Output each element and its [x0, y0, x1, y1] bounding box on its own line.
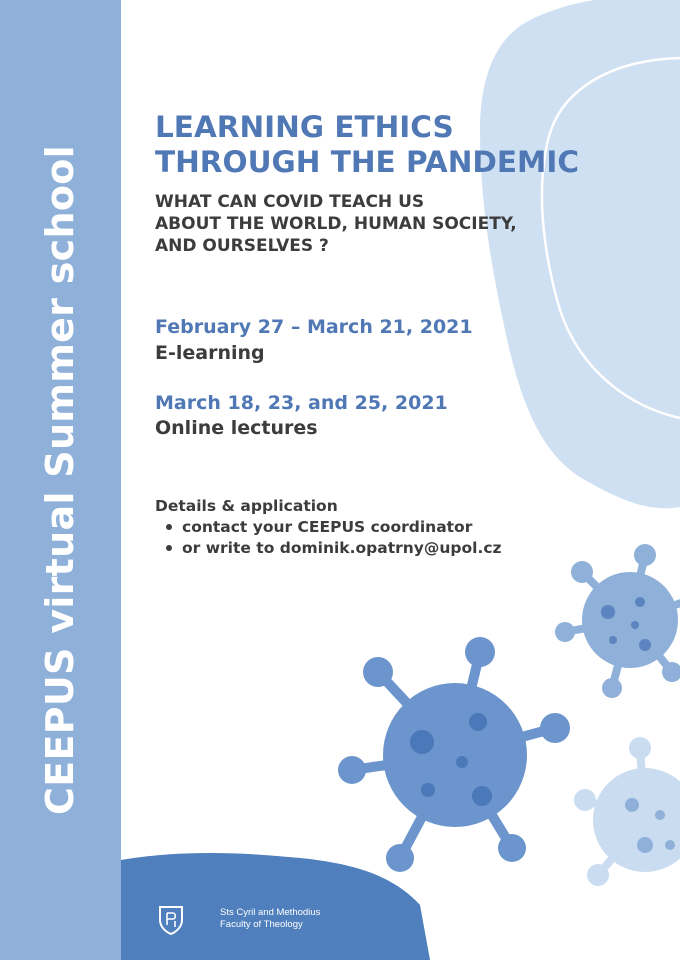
- title-line: LEARNING ETHICS: [155, 110, 454, 144]
- list-item-text: contact your CEEPUS coordinator: [182, 518, 473, 536]
- event-date: February 27 – March 21, 2021: [155, 316, 473, 338]
- event-label: Online lectures: [155, 417, 318, 439]
- list-item: [166, 538, 502, 559]
- virus-icon: [338, 637, 570, 872]
- vertical-title: CEEPUS virtual Summer school: [38, 145, 82, 815]
- university-crest-icon: [158, 905, 184, 935]
- list-item: [166, 517, 502, 538]
- details-list: [166, 517, 502, 559]
- title-line: THROUGH THE PANDEMIC: [155, 145, 580, 179]
- subtitle: [155, 191, 517, 257]
- sidebar: [0, 0, 121, 960]
- faculty-name: [220, 907, 320, 931]
- bullet-icon: [166, 545, 172, 551]
- bullet-icon: [166, 524, 172, 530]
- faculty-line: Faculty of Theology: [220, 919, 303, 930]
- list-item-text: or write to dominik.opatrny@upol.cz: [182, 539, 502, 557]
- page-title: [155, 110, 579, 180]
- virus-icon: [574, 737, 680, 886]
- details-heading: Details & application: [155, 497, 338, 515]
- event-date: March 18, 23, and 25, 2021: [155, 392, 448, 414]
- subtitle-line: ABOUT THE WORLD, HUMAN SOCIETY,: [155, 214, 517, 234]
- faculty-line: Sts Cyril and Methodius: [220, 907, 321, 918]
- virus-icon: [555, 544, 680, 698]
- subtitle-line: AND OURSELVES ?: [155, 236, 329, 256]
- event-label: E-learning: [155, 342, 265, 364]
- subtitle-line: WHAT CAN COVID TEACH US: [155, 192, 425, 212]
